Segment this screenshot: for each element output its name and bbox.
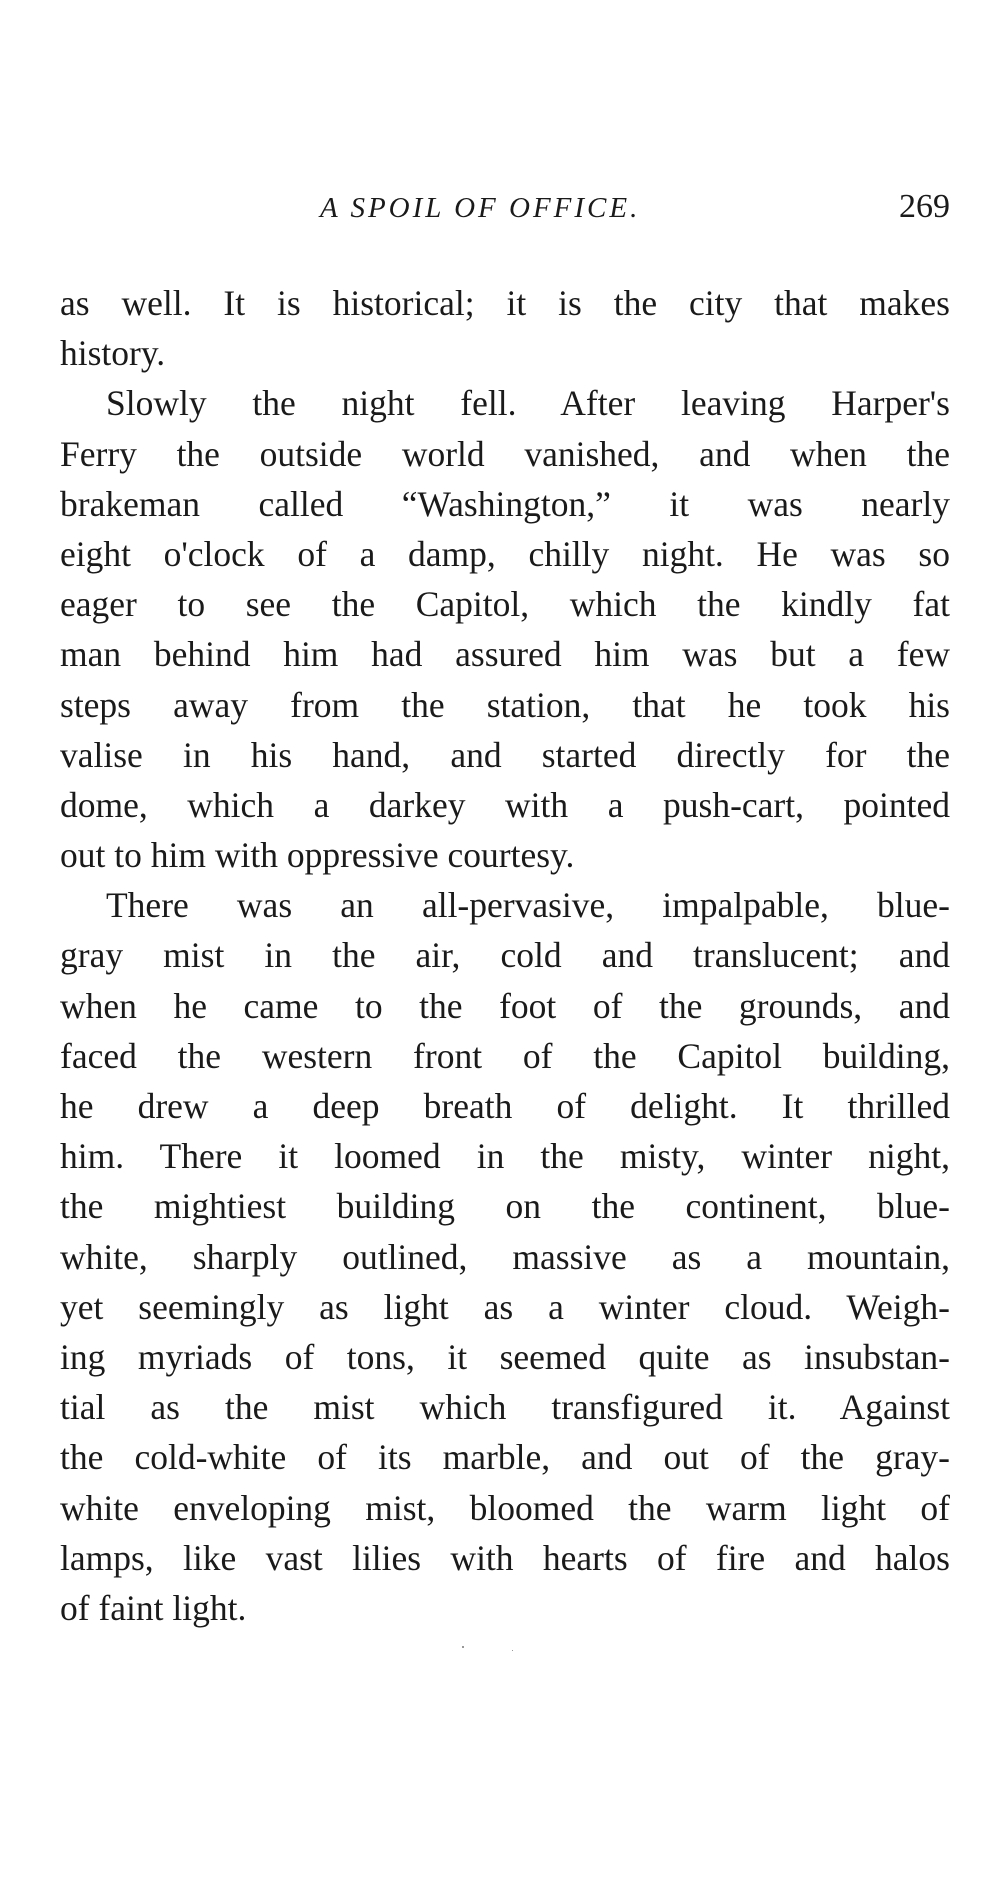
print-speck bbox=[512, 1650, 513, 1651]
text-line: of faint light. bbox=[60, 1587, 247, 1628]
paragraph-2 bbox=[60, 378, 950, 880]
text-line: There was an all-pervasive, impalpable, blue- bbox=[106, 885, 950, 926]
text-line: yet seemingly as light as a winter cloud. Weigh- bbox=[60, 1286, 950, 1327]
text-line: he drew a deep breath of delight. It thrilled bbox=[60, 1086, 950, 1126]
text-line: the mightiest building on the continent, blue- bbox=[60, 1186, 950, 1227]
text-line: him. There it loomed in the misty, winter night, bbox=[60, 1136, 950, 1177]
text-line: man behind him had assured him was but a few bbox=[60, 634, 950, 675]
text-line: when he came to the foot of the grounds, and bbox=[60, 985, 950, 1026]
text-line: lamps, like vast lilies with hearts of fire and halos bbox=[60, 1537, 950, 1578]
print-speck bbox=[462, 1646, 464, 1648]
text-line: dome, which a darkey with a push-cart, pointed bbox=[60, 784, 950, 825]
text-line: white, sharply outlined, massive as a mountain, bbox=[60, 1236, 950, 1277]
text-line: eight o'clock of a damp, chilly night. He was so bbox=[60, 533, 950, 574]
text-line: brakeman called “Washington,” it was nearly bbox=[60, 483, 950, 524]
text-line: valise in his hand, and started directly for the bbox=[60, 734, 950, 775]
body-text bbox=[60, 278, 950, 1633]
text-line: Slowly the night fell. After leaving Harper's bbox=[106, 383, 950, 424]
text-line: steps away from the station, that he took his bbox=[60, 684, 950, 725]
text-line: out to him with oppressive courtesy. bbox=[60, 835, 575, 876]
running-head bbox=[60, 188, 950, 238]
paragraph-3 bbox=[60, 880, 950, 1633]
text-line: eager to see the Capitol, which the kindly fat bbox=[60, 584, 950, 625]
text-line: white enveloping mist, bloomed the warm light of bbox=[60, 1487, 950, 1528]
text-line: ing myriads of tons, it seemed quite as insubstan- bbox=[60, 1336, 950, 1377]
running-title: A SPOIL OF OFFICE. bbox=[320, 192, 641, 224]
text-line: the cold-white of its marble, and out of the gray- bbox=[60, 1437, 950, 1478]
text-line: gray mist in the air, cold and translucent; and bbox=[60, 935, 950, 976]
text-line: as well. It is historical; it is the city that makes bbox=[60, 283, 950, 323]
text-line: faced the western front of the Capitol building, bbox=[60, 1035, 950, 1076]
text-line: history. bbox=[60, 333, 166, 374]
text-line: Ferry the outside world vanished, and when the bbox=[60, 433, 950, 474]
text-line: tial as the mist which transfigured it. Against bbox=[60, 1387, 950, 1428]
page-number: 269 bbox=[899, 188, 950, 225]
paragraph-1 bbox=[60, 278, 950, 378]
